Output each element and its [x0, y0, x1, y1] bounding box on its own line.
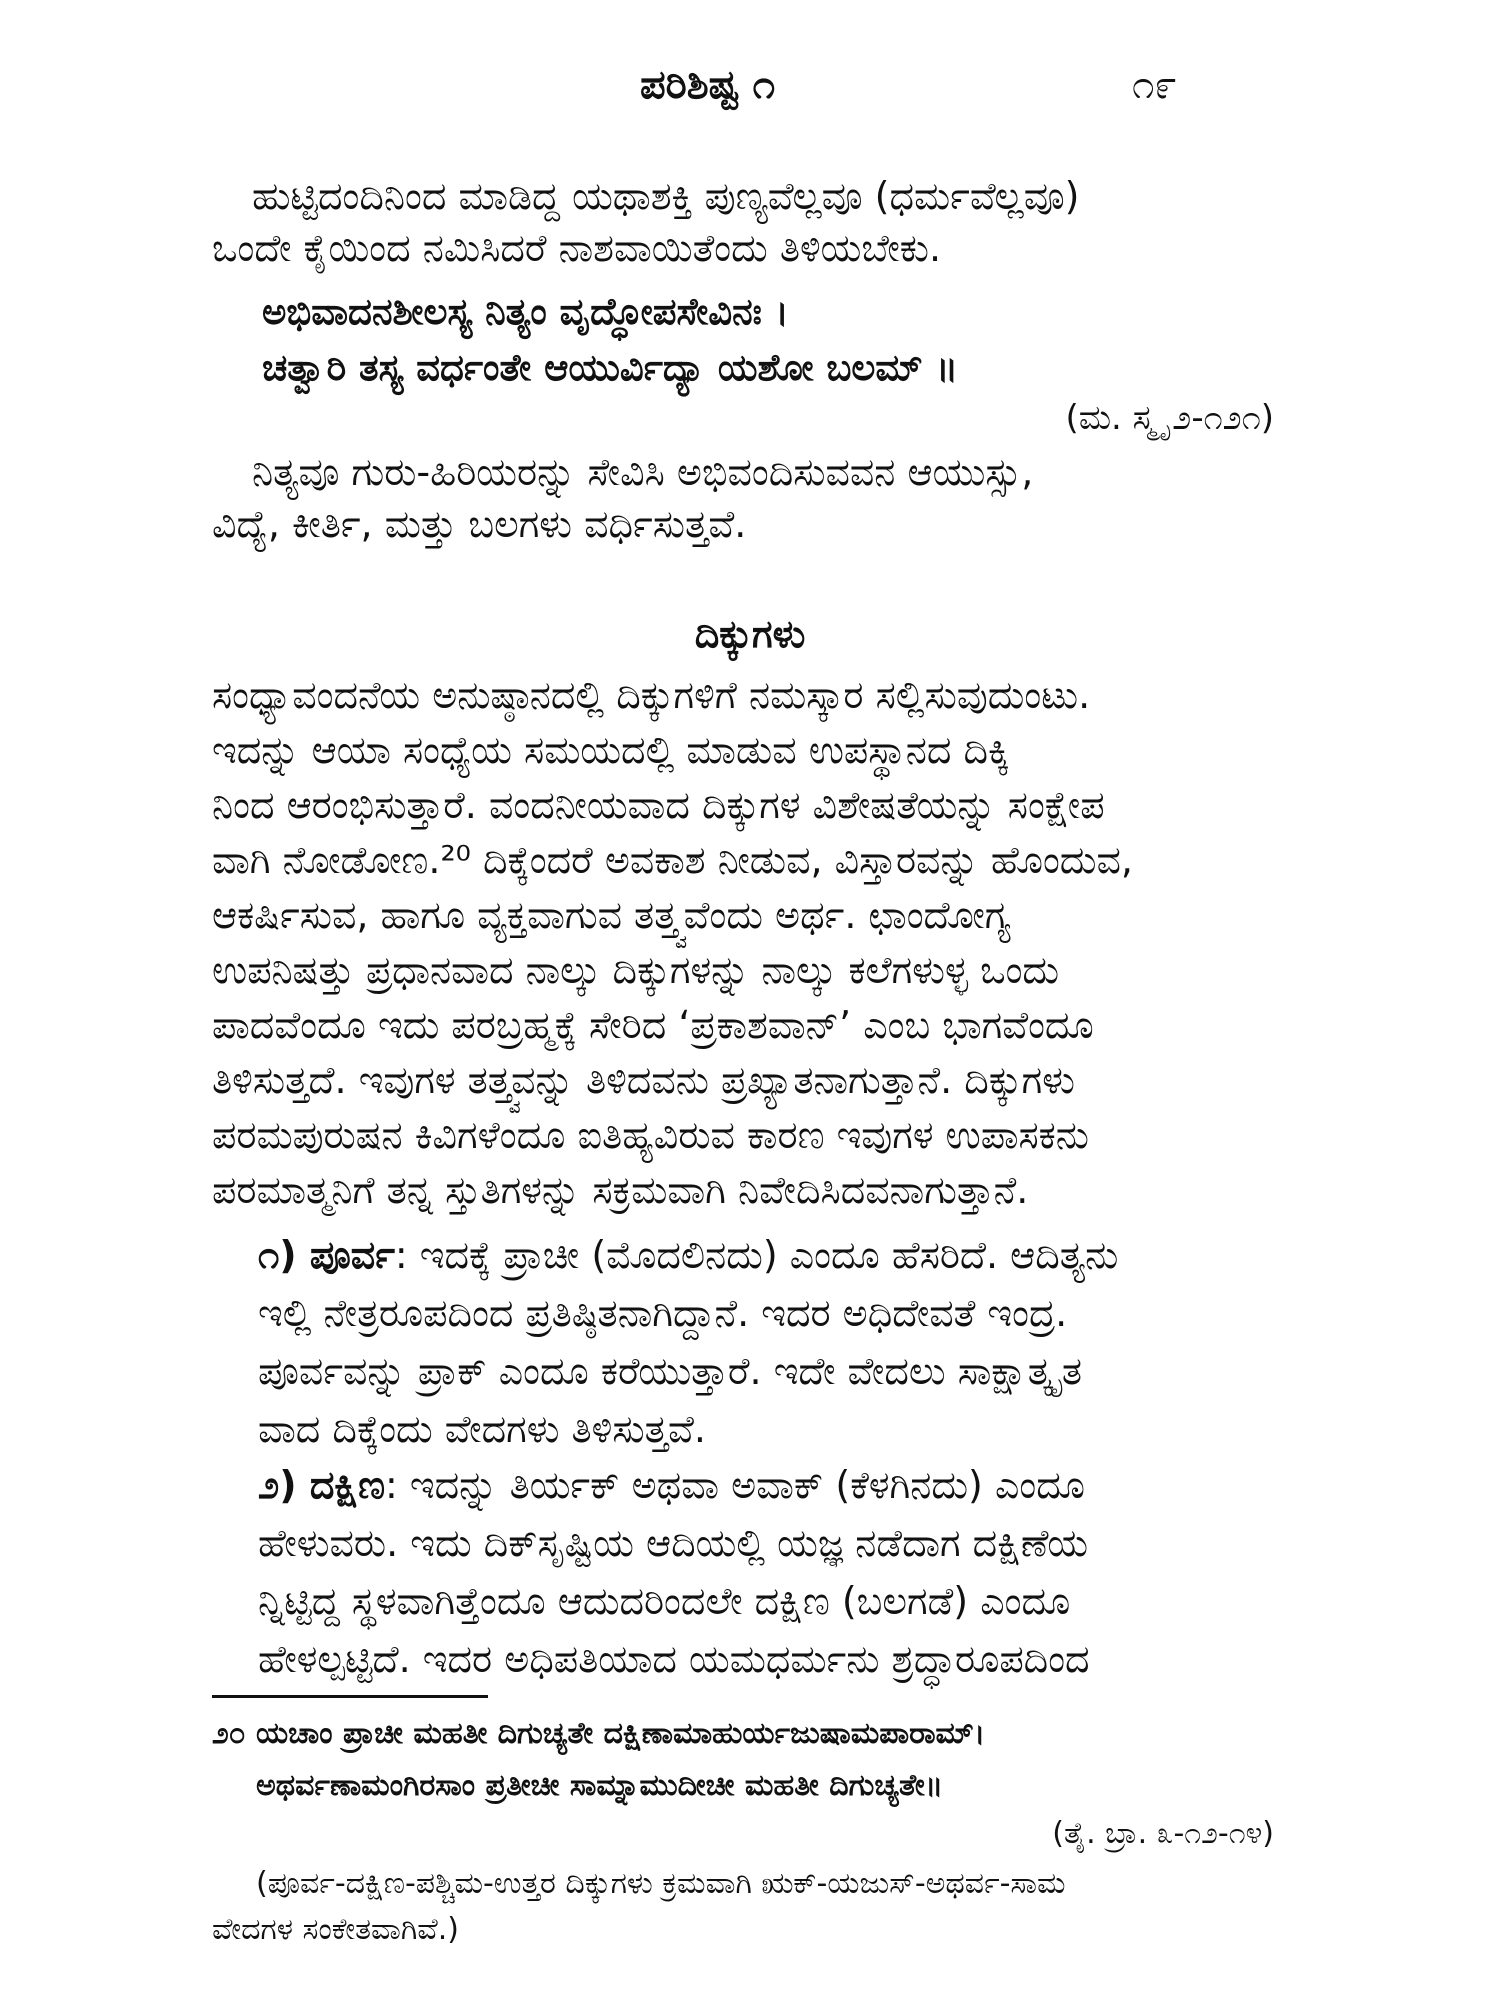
text-line: ಇದನ್ನು ಆಯಾ ಸಂಧ್ಯೆಯ ಸಮಯದಲ್ಲಿ ಮಾಡುವ ಉಪಸ್ಥಾನದ ದಿಕ್ಕಿ: [212, 728, 1010, 772]
text-line: ವಿದ್ಯೆ, ಕೀರ್ತಿ, ಮತ್ತು ಬಲಗಳು ವರ್ಧಿಸುತ್ತವೆ.: [212, 502, 747, 546]
text-line: ನಿತ್ಯವೂ ಗುರು-ಹಿರಿಯರನ್ನು ಸೇವಿಸಿ ಅಭಿವಂದಿಸುವವನ ಆಯುಸ್ಸು,: [252, 450, 1034, 494]
page-header: [0, 62, 1500, 132]
footnote-line-2: ಅಥರ್ವಣಾಮಂಗಿರಸಾಂ ಪ್ರತೀಚೀ ಸಾಮ್ನಾಮುದೀಚೀ ಮಹತೀ ದಿಗುಚ್ಯತೇ॥: [256, 1768, 944, 1803]
sloka-1: [262, 284, 1274, 396]
text-line: ಇಲ್ಲಿ ನೇತ್ರರೂಪದಿಂದ ಪ್ರತಿಷ್ಠಿತನಾಗಿದ್ದಾನೆ. ಇದರ ಅಧಿದೇವತೆ ಇಂದ್ರ.: [258, 1291, 1068, 1335]
page-number: ೧೯: [1132, 62, 1177, 108]
direction-item-south: [258, 1456, 1274, 1688]
text-line: ಪರಮಾತ್ಮನಿಗೆ ತನ್ನ ಸ್ತುತಿಗಳನ್ನು ಸಕ್ರಮವಾಗಿ ನಿವೇದಿಸಿದವನಾಗುತ್ತಾನೆ.: [212, 1168, 1029, 1212]
text-line: ಹೇಳಲ್ಪಟ್ಟಿದೆ. ಇದರ ಅಧಿಪತಿಯಾದ ಯಮಧರ್ಮನು ಶ್ರದ್ಧಾರೂಪದಿಂದ: [258, 1637, 1090, 1681]
text-line: ಪರಮಪುರುಷನ ಕಿವಿಗಳೆಂದೂ ಐತಿಹ್ಯವಿರುವ ಕಾರಣ ಇವುಗಳ ಉಪಾಸಕನು: [212, 1113, 1089, 1157]
text-line: ಪೂರ್ವವನ್ನು ಪ್ರಾಕ್ ಎಂದೂ ಕರೆಯುತ್ತಾರೆ. ಇದೇ ವೇದಲು ಸಾಕ್ಷಾತ್ಕೃತ: [258, 1349, 1082, 1393]
item-text: : ಇದಕ್ಕೆ ಪ್ರಾಚೀ (ಮೊದಲಿನದು) ಎಂದೂ ಹೆಸರಿದೆ. ಆದಿತ್ಯನು: [394, 1233, 1119, 1277]
paragraph-2: [212, 446, 1274, 550]
item-text: : ಇದನ್ನು ತಿರ್ಯಕ್ ಅಥವಾ ಅವಾಕ್ (ಕೆಳಗಿನದು) ಎಂದೂ: [385, 1463, 1085, 1507]
text-line: ನ್ನಿಟ್ಟಿದ್ದ ಸ್ಥಳವಾಗಿತ್ತೆಂದೂ ಆದುದರಿಂದಲೇ ದಕ್ಷಿಣ (ಬಲಗಡೆ) ಎಂದೂ: [258, 1579, 1071, 1623]
text-line: ಹೇಳುವರು. ಇದು ದಿಕ್‌ಸೃಷ್ಟಿಯ ಆದಿಯಲ್ಲಿ ಯಜ್ಞ ನಡೆದಾಗ ದಕ್ಷಿಣೆಯ: [258, 1521, 1089, 1565]
text-line: ಉಪನಿಷತ್ತು ಪ್ರಧಾನವಾದ ನಾಲ್ಕು ದಿಕ್ಕುಗಳನ್ನು ನಾಲ್ಕು ಕಲೆಗಳುಳ್ಳ ಒಂದು: [212, 948, 1060, 992]
text-line: ಸಂಧ್ಯಾವಂದನೆಯ ಅನುಷ್ಠಾನದಲ್ಲಿ ದಿಕ್ಕುಗಳಿಗೆ ನಮಸ್ಕಾರ ಸಲ್ಲಿಸುವುದುಂಟು.: [212, 673, 1091, 717]
sloka-citation: (ಮ. ಸ್ಮೃ ೨-೧೨೧): [1065, 398, 1274, 438]
paragraph-3: [212, 668, 1274, 1218]
text-line: ಪಾದವೆಂದೂ ಇದು ಪರಬ್ರಹ್ಮಕ್ಕೆ ಸೇರಿದ ‘ಪ್ರಕಾಶವಾನ್’ ಎಂಬ ಭಾಗವೆಂದೂ: [212, 1003, 1094, 1047]
paragraph-1: [212, 170, 1274, 274]
footnote-note-line-1: (ಪೂರ್ವ-ದಕ್ಷಿಣ-ಪಶ್ಚಿಮ-ಉತ್ತರ ದಿಕ್ಕುಗಳು ಕ್ರಮವಾಗಿ ಋಕ್-ಯಜುಸ್-ಅಥರ್ವ-ಸಾಮ: [256, 1866, 1066, 1901]
text-line: ನಿಂದ ಆರಂಭಿಸುತ್ತಾರೆ. ವಂದನೀಯವಾದ ದಿಕ್ಕುಗಳ ವಿಶೇಷತೆಯನ್ನು ಸಂಕ್ಷೇಪ: [212, 783, 1105, 827]
text-line: ವಾದ ದಿಕ್ಕೆಂದು ವೇದಗಳು ತಿಳಿಸುತ್ತವೆ.: [258, 1407, 707, 1451]
text-line: ತಿಳಿಸುತ್ತದೆ. ಇವುಗಳ ತತ್ತ್ವವನ್ನು ತಿಳಿದವನು ಪ್ರಖ್ಯಾತನಾಗುತ್ತಾನೆ. ದಿಕ್ಕುಗಳು: [212, 1058, 1075, 1102]
text-line: ಒಂದೇ ಕೈಯಿಂದ ನಮಿಸಿದರೆ ನಾಶವಾಯಿತೆಂದು ತಿಳಿಯಬೇಕು.: [212, 226, 942, 270]
text-line: [258, 1226, 1274, 1284]
sloka-line: ಅಭಿವಾದನಶೀಲಸ್ಯ ನಿತ್ಯಂ ವೃದ್ಧೋಪಸೇವಿನಃ ।: [262, 290, 789, 333]
text-line: ಹುಟ್ಟಿದಂದಿನಿಂದ ಮಾಡಿದ್ದ ಯಥಾಶಕ್ತಿ ಪುಣ್ಯವೆಲ್ಲವೂ (ಧರ್ಮವೆಲ್ಲವೂ): [252, 174, 1080, 218]
section-heading: ದಿಕ್ಕುಗಳು: [694, 612, 806, 656]
item-label: ೧) ಪೂರ್ವ: [258, 1233, 395, 1277]
running-title: ಪರಿಶಿಷ್ಟ ೧: [640, 62, 776, 108]
text-line: ವಾಗಿ ನೋಡೋಣ.²⁰ ದಿಕ್ಕೆಂದರೆ ಅವಕಾಶ ನೀಡುವ, ವಿಸ್ತಾರವನ್ನು ಹೊಂದುವ,: [212, 838, 1133, 882]
direction-item-east: [258, 1226, 1274, 1458]
footnote-citation: (ತೈ. ಬ್ರಾ. ೩-೧೨-೧೪): [1052, 1816, 1274, 1851]
footnote-divider: [212, 1695, 488, 1698]
sloka-line: ಚತ್ವಾರಿ ತಸ್ಯ ವರ್ಧಂತೇ ಆಯುರ್ವಿದ್ಯಾ ಯಶೋ ಬಲಮ್ ॥: [262, 346, 959, 389]
text-line: ಆಕರ್ಷಿಸುವ, ಹಾಗೂ ವ್ಯಕ್ತವಾಗುವ ತತ್ತ್ವವೆಂದು ಅರ್ಥ. ಛಾಂದೋಗ್ಯ: [212, 893, 1011, 937]
footnote-line-1: ೨೦ ಯಚಾಂ ಪ್ರಾಚೀ ಮಹತೀ ದಿಗುಚ್ಯತೇ ದಕ್ಷಿಣಾಮಾಹುರ್ಯಜುಷಾಮಪಾರಾಮ್।: [212, 1716, 986, 1751]
item-label: ೨) ದಕ್ಷಿಣ: [258, 1463, 386, 1507]
text-line: [258, 1456, 1274, 1514]
footnote-note-line-2: ವೇದಗಳ ಸಂಕೇತವಾಗಿವೆ.): [212, 1912, 459, 1947]
